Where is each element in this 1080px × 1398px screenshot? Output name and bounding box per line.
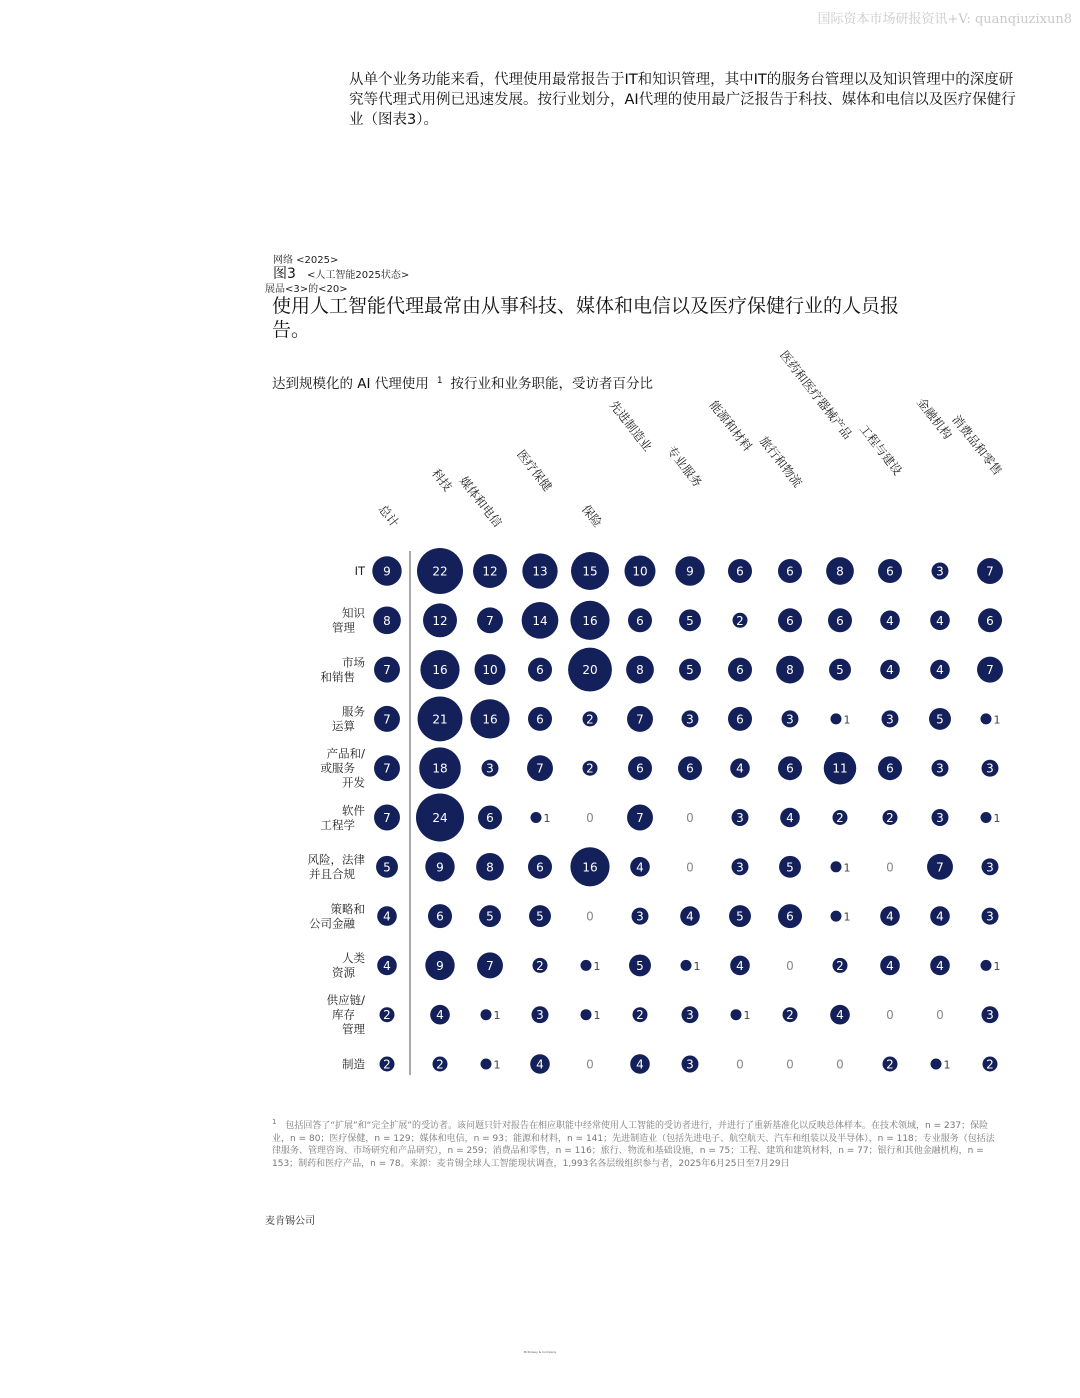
column-header: 先进制造业 (606, 397, 655, 454)
value-label: 4 (936, 613, 944, 628)
value-label: 3 (986, 761, 994, 776)
value-label-zero: 0 (836, 1057, 844, 1072)
value-label: 16 (482, 712, 498, 727)
watermark: 国际资本市场研报资讯+V: quanqiuzixun8 (817, 12, 1072, 27)
value-label-zero: 0 (786, 958, 794, 973)
row-label: 策略和公司金融 (309, 901, 365, 931)
value-label: 6 (636, 613, 644, 628)
chart-headline: 使用人工智能代理最常由从事科技、媒体和电信以及医疗保健行业的人员报告。 (272, 295, 900, 341)
value-label: 6 (736, 663, 744, 678)
value-label: 3 (686, 1008, 694, 1023)
column-header: 消费品和零售 (949, 412, 1005, 478)
bubble-small (481, 1059, 492, 1070)
value-label: 12 (432, 613, 448, 628)
value-label: 7 (536, 761, 544, 776)
column-header: 专业服务 (664, 443, 705, 490)
meta-line-1: 网络 <2025> (273, 255, 339, 266)
value-label: 21 (432, 712, 448, 727)
value-label: 7 (936, 860, 944, 875)
value-label-zero: 0 (786, 1057, 794, 1072)
value-label: 6 (436, 909, 444, 924)
value-label: 7 (486, 613, 494, 628)
value-label: 2 (886, 1057, 894, 1072)
value-label: 1 (843, 713, 851, 727)
row-label: 知识管理 (332, 606, 365, 635)
value-label-zero: 0 (586, 1057, 594, 1072)
bubble-small (731, 1009, 742, 1020)
value-label-zero: 0 (936, 1008, 944, 1023)
value-label: 8 (636, 663, 644, 678)
value-label: 2 (636, 1008, 644, 1023)
value-label: 3 (986, 1008, 994, 1023)
value-label: 2 (586, 761, 594, 776)
value-label: 3 (486, 761, 494, 776)
subtitle-main: 达到规模化的 AI 代理使用 (272, 376, 429, 392)
value-label-zero: 0 (886, 1008, 894, 1023)
value-label: 6 (486, 811, 494, 825)
value-label: 8 (383, 613, 391, 628)
value-label: 9 (383, 564, 391, 579)
value-label: 4 (636, 860, 644, 875)
value-label: 1 (743, 1009, 751, 1023)
bubble-small (831, 861, 842, 872)
footnote-marker: 1 (272, 1118, 277, 1126)
value-label: 20 (582, 663, 598, 678)
footnote-text: 包括回答了“扩展”和“完全扩展”的受访者。该问题只针对报告在相应职能中经常使用人工智能的受访者进行，并进行了重新基准化以反映总体样本。在技术领域，n = 237；保险业，n = 80；医疗保健，n = 129；媒体和电信，n = 93；能源和材料，n = 141；先进制造业（包括先进电子、航空航天、汽车和组装以及半导体），n = 118；专业服务（包括法律服务、管理咨询、市场研究和产品研究），n = 259；消费品和零售，n = 116；旅行、物流和基础设施，n = 75；工程、建筑和建筑材料，n = 77；银行和其他金融机构，n = 153；制药和医疗产品，n = 78。来源：麦肯锡全球人工智能现状调查，1,993名各层级组织参与者，2025年6月25日至7月29日 (272, 1121, 995, 1169)
value-label: 18 (432, 761, 448, 776)
value-label: 7 (486, 958, 494, 973)
bubble-small (931, 1059, 942, 1070)
publisher-footer: 麦肯锡公司 (265, 1216, 315, 1227)
value-label: 8 (786, 663, 794, 678)
row-label: 市场和销售 (320, 655, 365, 684)
value-label: 6 (536, 712, 544, 727)
value-label: 2 (436, 1057, 444, 1072)
value-label: 7 (636, 712, 644, 727)
value-label: 14 (532, 613, 548, 628)
value-label-zero: 0 (586, 909, 594, 924)
value-label: 8 (836, 564, 844, 579)
subtitle-footnote-marker: 1 (436, 375, 443, 386)
value-label: 4 (736, 761, 744, 776)
value-label: 7 (636, 811, 644, 825)
value-label: 1 (493, 1009, 501, 1023)
value-label: 1 (593, 959, 601, 973)
value-label: 4 (886, 909, 894, 924)
value-label: 6 (686, 761, 694, 776)
subtitle-rest: 按行业和业务职能，受访者百分比 (450, 376, 654, 392)
value-label: 3 (686, 712, 694, 727)
value-label: 1 (493, 1058, 501, 1072)
value-label: 5 (486, 909, 494, 924)
value-label: 1 (943, 1058, 951, 1072)
value-label: 9 (436, 860, 444, 875)
column-header: 医药和医疗器械产品 (777, 348, 855, 442)
intro-paragraph: 从单个业务功能来看，代理使用最常报告于IT和知识管理，其中IT的服务台管理以及知识管理中的深度研究等代理式用例已迅速发展。按行业划分，AI代理的使用最广泛报告于科技、媒体和电信以及医疗保健行业（图表3）。 (349, 72, 1016, 128)
value-label: 4 (886, 663, 894, 678)
value-label: 3 (636, 909, 644, 924)
value-label: 6 (786, 909, 794, 924)
value-label: 7 (383, 761, 391, 776)
value-label: 3 (936, 761, 944, 776)
value-label: 4 (383, 958, 391, 973)
value-label: 6 (886, 761, 894, 776)
row-label: 人类资源 (332, 951, 365, 980)
column-header: 工程与建设 (856, 421, 905, 478)
value-label: 4 (886, 613, 894, 628)
value-label: 2 (383, 1057, 391, 1072)
value-label: 13 (532, 564, 548, 579)
row-label: IT (354, 564, 365, 578)
value-label: 16 (582, 860, 598, 875)
value-label: 7 (383, 811, 391, 825)
value-label: 2 (586, 712, 594, 727)
value-label: 4 (383, 909, 391, 924)
bubble-small (581, 1009, 592, 1020)
value-label: 16 (432, 663, 448, 678)
value-label: 3 (936, 811, 944, 825)
column-header: 旅行和物流 (756, 433, 805, 490)
value-label: 2 (986, 1057, 994, 1072)
value-label: 1 (993, 959, 1001, 973)
bubble-small (581, 960, 592, 971)
tiny-caption: McKinsey & Company (523, 1350, 557, 1354)
value-label: 10 (482, 663, 498, 678)
value-label: 1 (693, 959, 701, 973)
value-label-zero: 0 (886, 860, 894, 875)
value-label: 5 (536, 909, 544, 924)
value-label: 6 (786, 564, 794, 579)
row-label: 产品和/或服务开发 (320, 746, 365, 790)
value-label: 4 (886, 958, 894, 973)
value-label: 11 (832, 761, 848, 776)
value-label: 22 (432, 564, 448, 579)
value-label: 7 (986, 663, 994, 678)
bubble-small (981, 960, 992, 971)
bubble-small (681, 960, 692, 971)
bubble-small (531, 812, 542, 823)
value-label: 3 (536, 1008, 544, 1023)
value-label: 2 (886, 811, 894, 825)
value-label: 5 (383, 860, 391, 875)
value-label: 6 (536, 860, 544, 875)
bubble-small (981, 713, 992, 724)
value-label-zero: 0 (586, 811, 594, 825)
value-label: 3 (736, 811, 744, 825)
value-label: 3 (686, 1057, 694, 1072)
column-header: 能源和材料 (706, 397, 755, 454)
value-label: 1 (843, 861, 851, 875)
value-label: 2 (383, 1008, 391, 1023)
value-label: 1 (593, 1009, 601, 1023)
value-label: 15 (582, 564, 598, 579)
value-label: 16 (582, 613, 598, 628)
value-label: 1 (843, 910, 851, 924)
value-label: 7 (986, 564, 994, 579)
value-label: 5 (686, 663, 694, 678)
value-label: 6 (536, 663, 544, 678)
value-label: 6 (736, 564, 744, 579)
meta-line-3: 展品<3>的<20> (265, 284, 348, 295)
row-label: 服务运算 (332, 704, 365, 734)
value-label: 2 (536, 958, 544, 973)
value-label: 5 (686, 613, 694, 628)
figure-source: <人工智能2025状态> (307, 270, 410, 281)
value-label: 10 (632, 564, 648, 579)
figure-number: 图3 (273, 266, 296, 282)
value-label: 6 (986, 613, 994, 628)
value-label-zero: 0 (736, 1057, 744, 1072)
value-label: 3 (936, 564, 944, 579)
value-label-zero: 0 (686, 860, 694, 875)
value-label: 4 (436, 1008, 444, 1023)
value-label: 2 (836, 958, 844, 973)
column-header: 媒体和电信 (456, 473, 505, 530)
value-label: 12 (482, 564, 498, 579)
bubble-small (831, 911, 842, 922)
value-label: 5 (936, 712, 944, 727)
value-label: 6 (636, 761, 644, 776)
column-header: 总计 (375, 502, 402, 530)
value-label: 6 (786, 761, 794, 776)
value-label: 9 (436, 958, 444, 973)
value-label: 24 (432, 811, 448, 825)
value-label: 5 (836, 663, 844, 678)
value-label: 4 (836, 1008, 844, 1023)
value-label: 5 (636, 958, 644, 973)
value-label: 2 (786, 1008, 794, 1023)
value-label: 4 (536, 1057, 544, 1072)
value-label: 1 (543, 812, 551, 825)
value-label: 4 (936, 958, 944, 973)
value-label: 3 (986, 860, 994, 875)
column-header: 保险 (578, 502, 605, 530)
value-label: 5 (786, 860, 794, 875)
value-label: 1 (993, 713, 1001, 727)
value-label: 3 (886, 712, 894, 727)
value-label: 4 (736, 958, 744, 973)
value-label: 6 (836, 613, 844, 628)
row-label: 软件工程学 (320, 803, 365, 832)
value-label: 2 (836, 811, 844, 825)
value-label-zero: 0 (686, 811, 694, 825)
value-label: 6 (736, 712, 744, 727)
value-label: 6 (786, 613, 794, 628)
value-label: 4 (936, 663, 944, 678)
row-label: 供应链/库存管理 (326, 993, 365, 1037)
row-label: 风险，法律并且合规 (307, 852, 365, 882)
value-label: 7 (383, 712, 391, 727)
bubble-small (831, 713, 842, 724)
column-header: 医疗保健 (514, 447, 555, 494)
value-label: 3 (986, 909, 994, 924)
value-label: 3 (786, 712, 794, 727)
value-label: 6 (886, 564, 894, 579)
bubble-small (981, 812, 992, 823)
value-label: 5 (736, 909, 744, 924)
value-label: 3 (736, 860, 744, 875)
value-label: 4 (786, 811, 794, 825)
column-header: 金融机构 (914, 395, 955, 442)
footnote (272, 1116, 996, 1170)
value-label: 7 (383, 663, 391, 678)
column-header: 科技 (428, 466, 455, 494)
bubble-small (481, 1009, 492, 1020)
value-label: 4 (936, 909, 944, 924)
value-label: 8 (486, 860, 494, 875)
value-label: 4 (686, 909, 694, 924)
value-label: 9 (686, 564, 694, 579)
value-label: 4 (636, 1057, 644, 1072)
value-label: 1 (993, 812, 1001, 825)
row-label: 制造 (342, 1057, 365, 1071)
value-label: 2 (736, 613, 744, 628)
